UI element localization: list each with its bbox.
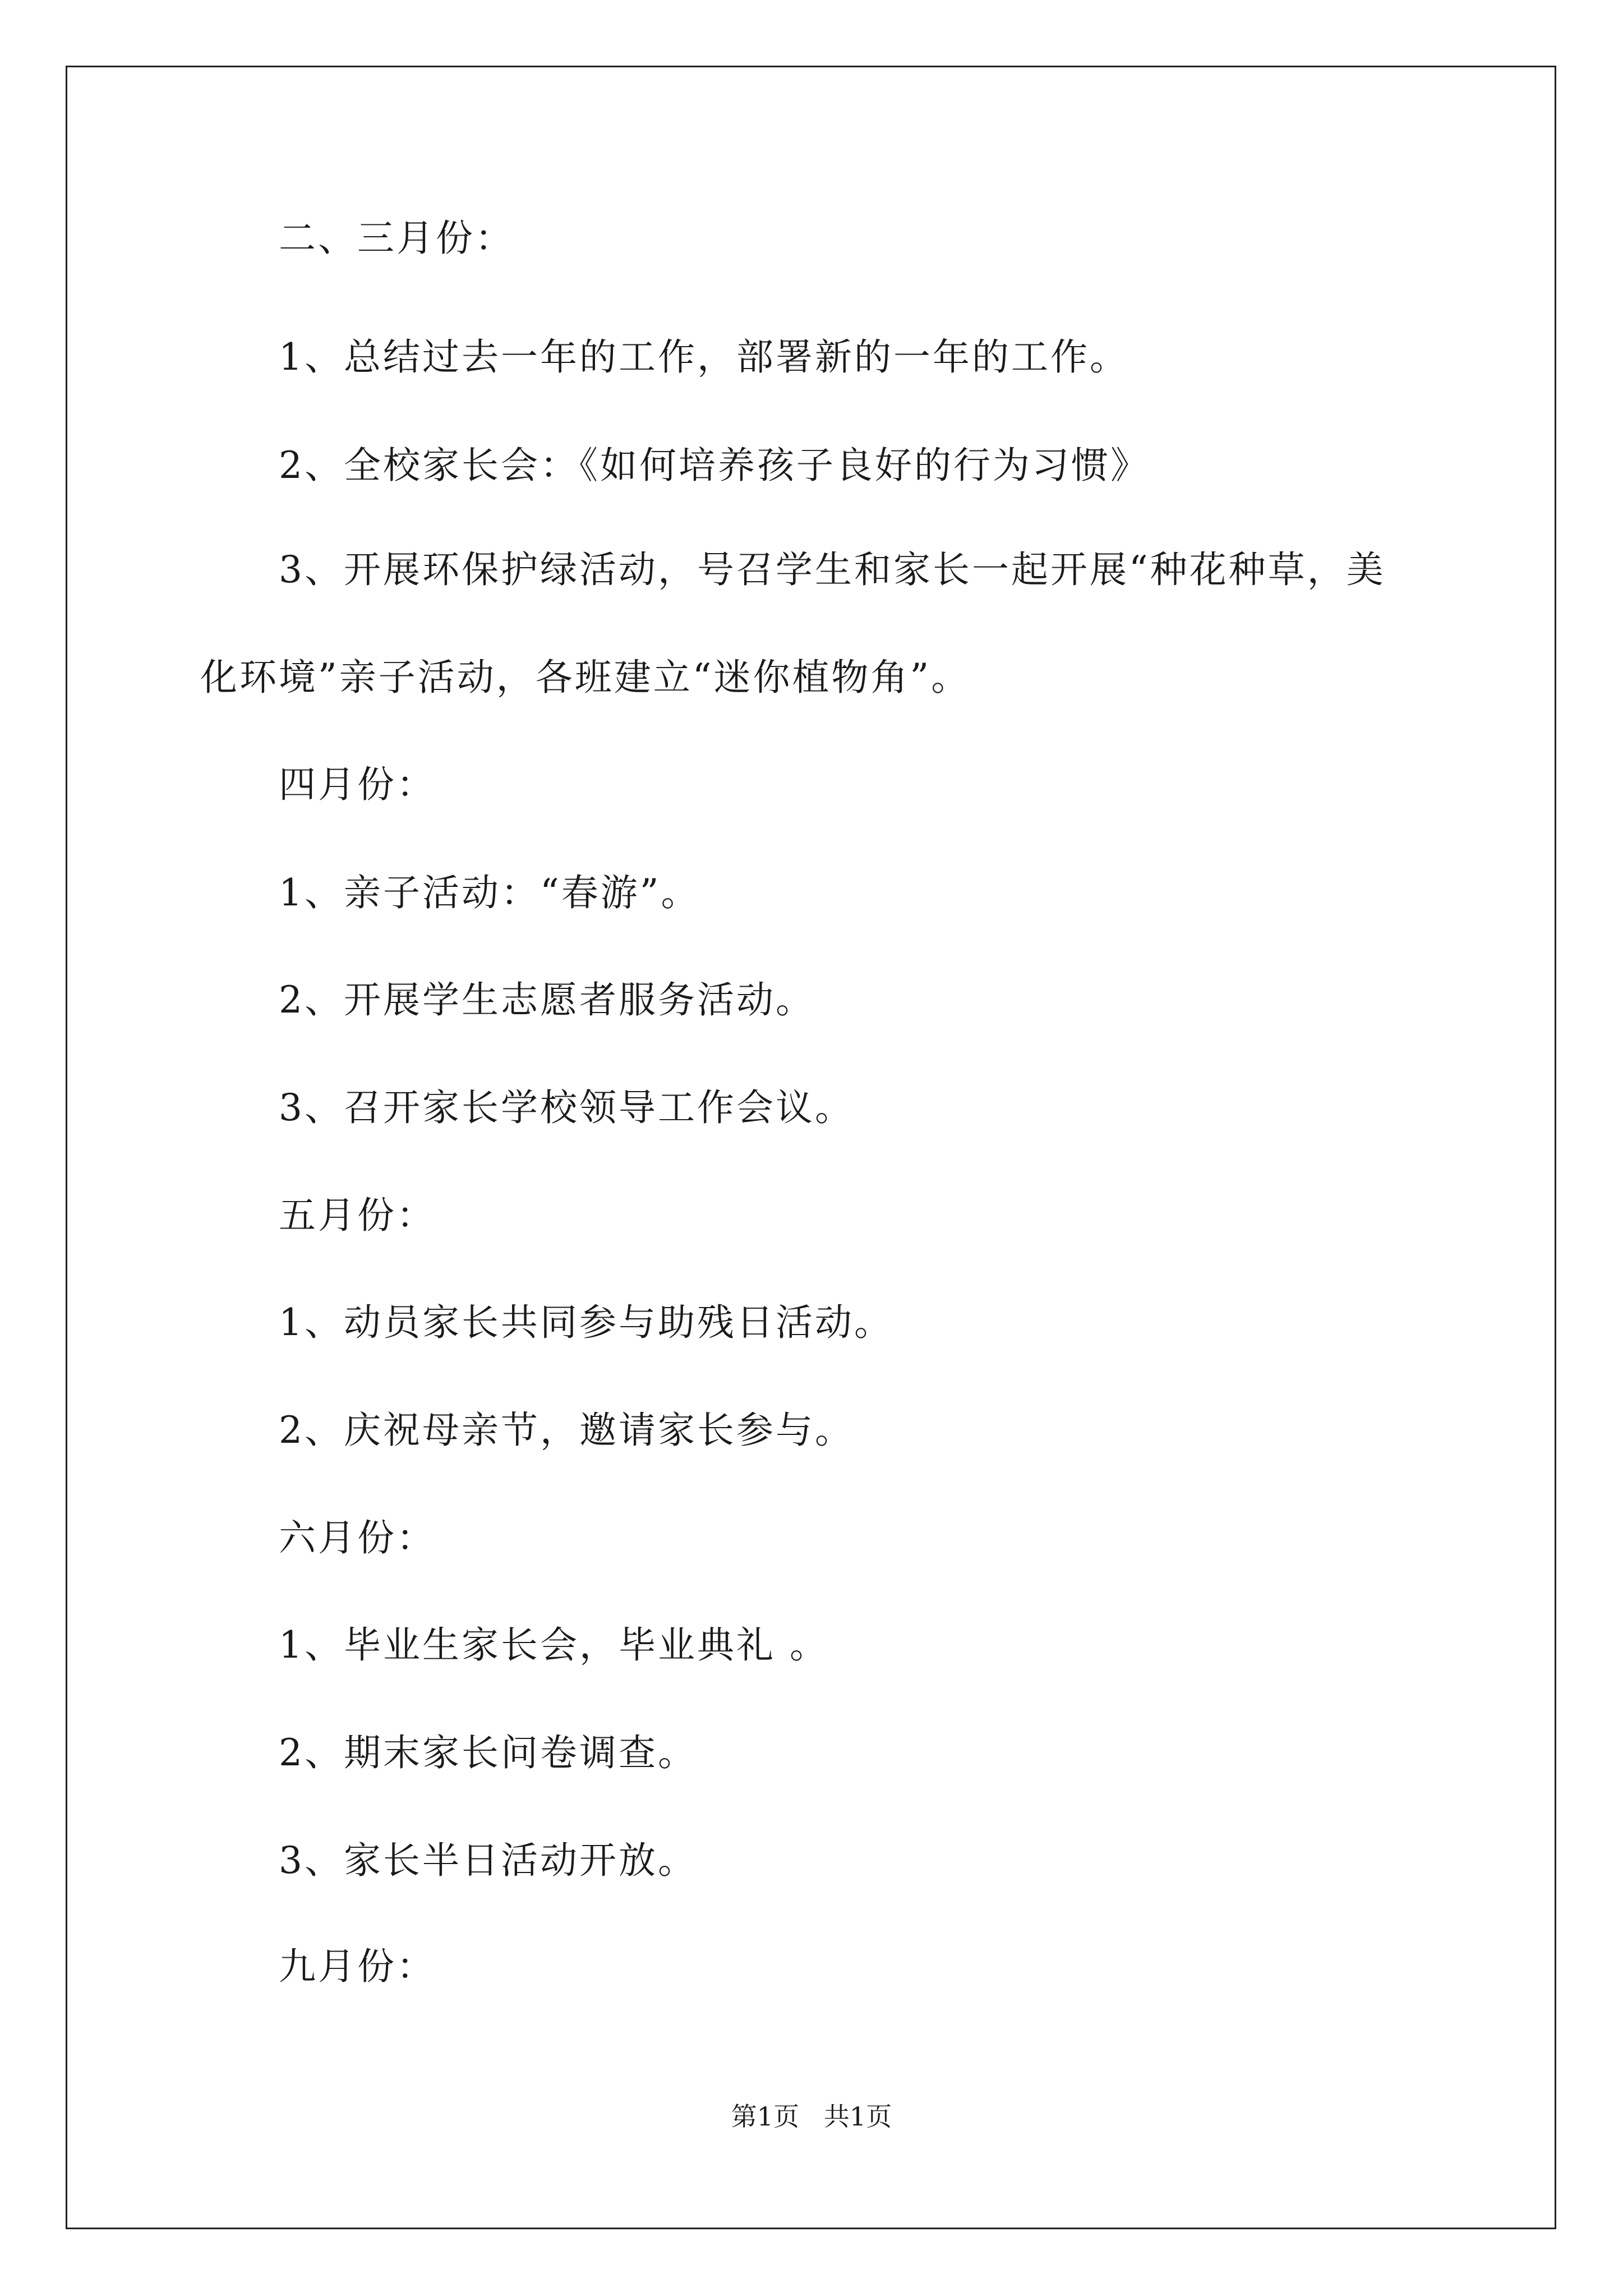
march-item-3-cont: 化环境”亲子活动，各班建立“迷你植物角”。 <box>200 656 971 699</box>
april-item-3: 3、召开家长学校领导工作会议。 <box>279 1086 854 1129</box>
march-item-3: 3、开展环保护绿活动，号召学生和家长一起开展“种花种草，美 <box>279 548 1386 591</box>
june-item-2: 2、期末家长问卷调查。 <box>279 1731 697 1774</box>
page-border <box>66 66 1556 2229</box>
march-item-1: 1、总结过去一年的工作，部署新的一年的工作。 <box>279 335 1129 379</box>
april-item-1: 1、亲子活动：“春游”。 <box>279 871 700 914</box>
heading-september: 九月份： <box>279 1945 436 1988</box>
heading-june: 六月份： <box>279 1516 436 1559</box>
heading-april: 四月份： <box>279 763 436 806</box>
june-item-1: 1、毕业生家长会，毕业典礼 。 <box>279 1623 829 1667</box>
june-item-3: 3、家长半日活动开放。 <box>279 1839 697 1882</box>
heading-march: 二、三月份： <box>279 217 514 260</box>
march-item-2: 2、全校家长会：《如何培养孩子良好的行为习惯》 <box>279 444 1150 487</box>
may-item-1: 1、动员家长共同参与助残日活动。 <box>279 1301 893 1344</box>
may-item-2: 2、庆祝母亲节，邀请家长参与。 <box>279 1409 854 1452</box>
april-item-2: 2、开展学生志愿者服务活动。 <box>279 978 815 1022</box>
page-number-footer: 第1页 共1页 <box>731 2101 892 2132</box>
heading-may: 五月份： <box>279 1194 436 1237</box>
